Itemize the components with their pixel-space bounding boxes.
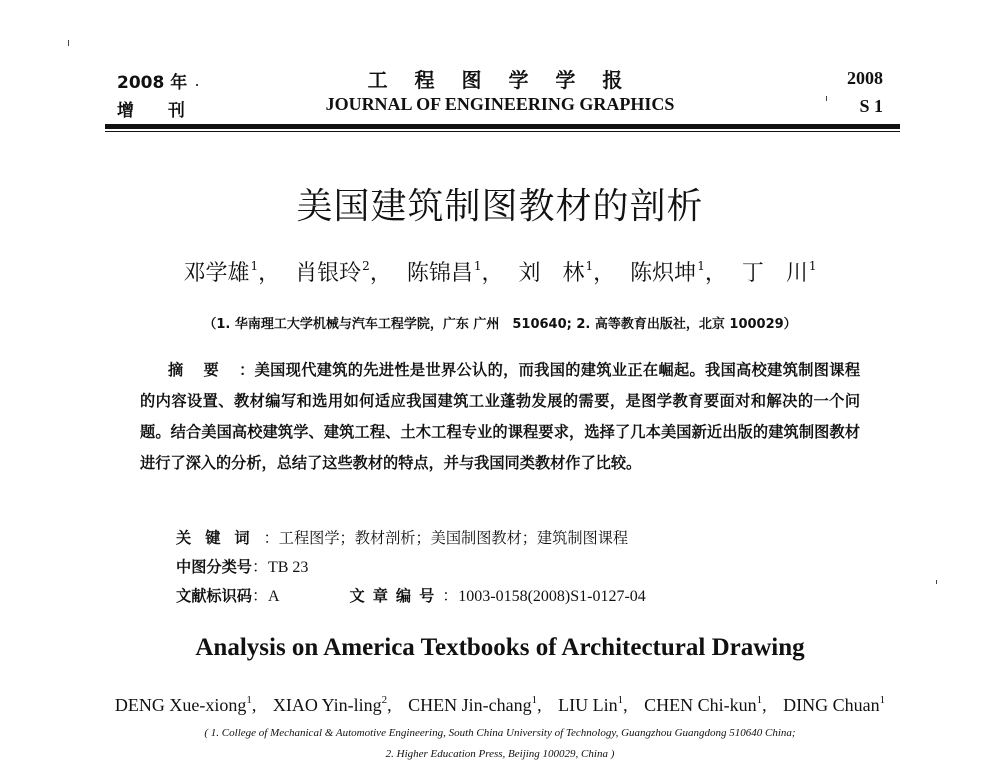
article-no-label: 文章编号 bbox=[349, 587, 443, 605]
author-cn-affil-mark: 1 bbox=[473, 259, 482, 273]
metadata-block bbox=[176, 524, 856, 611]
header-journal-cn: 工 程 图 学 学 报 bbox=[367, 68, 633, 92]
header-journal-en: JOURNAL OF ENGINEERING GRAPHICS bbox=[325, 94, 675, 114]
author-cn: 邓学雄$^1$， bbox=[183, 259, 281, 286]
doc-code-label: 文献标识码 bbox=[176, 587, 252, 605]
author-cn-name: 陈锦昌 bbox=[406, 261, 473, 286]
author-list-en bbox=[0, 694, 1000, 716]
author-en-name: CHEN Jin-chang bbox=[408, 695, 532, 715]
author-en-name: LIU Lin bbox=[558, 695, 618, 715]
scan-speck bbox=[936, 580, 937, 584]
author-cn-name: 丁 川 bbox=[741, 261, 808, 286]
scan-speck bbox=[826, 96, 827, 101]
author-cn-name: 邓学雄 bbox=[183, 261, 250, 286]
abstract-label: 摘要 bbox=[168, 361, 240, 379]
clc-label: 中图分类号 bbox=[176, 558, 252, 576]
author-en-name: CHEN Chi-kun bbox=[644, 695, 757, 715]
author-cn: 肖银玲$^2$， bbox=[295, 259, 392, 286]
author-cn: 刘 林$^1$， bbox=[518, 259, 616, 286]
abstract-cn bbox=[140, 355, 860, 479]
abstract-text: ：美国现代建筑的先进性是世界公认的，而我国的建筑业正在崛起。我国高校建筑制图课程的内容设置、教材编写和选用如何适应我国建筑工业蓬勃发展的需要，是图学教育要面对和解决的一个问题。结合美国高校建筑学、建筑工程、土木工程专业的课程要求，选择了几本美国新近出版的建筑制图教材进行了深入的分析，总结了这些教材的特点，并与我国同类教材作了比较。 bbox=[140, 361, 861, 472]
author-cn-affil-mark: 1 bbox=[697, 259, 705, 273]
header-issue-cn: 增 刊 bbox=[117, 101, 199, 121]
article-no-value: ：1003-0158(2008)S1-0127-04 bbox=[442, 588, 646, 605]
author-cn bbox=[742, 261, 817, 286]
author-en-affil-mark: 1 bbox=[531, 694, 538, 706]
author-cn: 陈锦昌$^1$， bbox=[406, 259, 504, 286]
scan-speck bbox=[68, 40, 69, 46]
author-en-name: DENG Xue-xiong bbox=[114, 695, 247, 715]
doc-code-row bbox=[176, 582, 856, 611]
affiliation-en-line2: 2. Higher Education Press, Beijing 100029, China ) bbox=[385, 748, 615, 760]
author-en: LIU Lin$^1$, bbox=[558, 694, 628, 715]
author-cn-name: 肖银玲 bbox=[295, 261, 362, 286]
author-cn-affil-mark: 1 bbox=[808, 259, 817, 273]
header-year-cn: 2008 年 bbox=[117, 73, 188, 93]
header-issue: S 1 bbox=[859, 96, 883, 116]
keywords-row bbox=[176, 524, 856, 553]
author-en-affil-mark: 1 bbox=[617, 694, 624, 706]
author-cn: 陈炽坤$^1$， bbox=[630, 259, 727, 286]
header-year: 2008 bbox=[847, 68, 883, 88]
author-en-name: DING Chuan bbox=[783, 695, 880, 715]
header-rule-thin bbox=[105, 131, 900, 132]
author-en-affil-mark: 1 bbox=[246, 694, 252, 706]
header-rule-thick bbox=[105, 124, 900, 129]
author-cn-affil-mark: 1 bbox=[250, 259, 259, 273]
author-cn-affil-mark: 1 bbox=[585, 259, 594, 273]
paper-title-en: Analysis on America Textbooks of Architectural Drawing bbox=[195, 634, 805, 661]
author-en: CHEN Jin-chang$^1$, bbox=[408, 694, 542, 715]
scan-speck bbox=[196, 84, 198, 86]
clc-value: ：TB 23 bbox=[251, 559, 309, 576]
affiliation-en-line1: ( 1. College of Mechanical & Automotive Engineering, South China University of Technology, Guangzhou Guangdong 510640 China; bbox=[204, 727, 796, 739]
journal-header bbox=[105, 62, 895, 126]
author-cn-affil-mark: 2 bbox=[362, 259, 370, 273]
author-list-cn bbox=[0, 256, 1000, 287]
author-en-affil-mark: 1 bbox=[756, 694, 763, 706]
doc-code-value: ：A bbox=[251, 588, 280, 605]
author-cn-name: 刘 林 bbox=[518, 261, 585, 286]
author-en-affil-mark: 1 bbox=[879, 694, 886, 706]
keywords-label: 关键词 bbox=[176, 529, 264, 547]
keywords-value: ：工程图学；教材剖析；美国制图教材；建筑制图课程 bbox=[263, 529, 629, 547]
affiliation-cn: （1. 华南理工大学机械与汽车工程学院，广东 广州 510640; 2. 高等教育出版社，北京 100029） bbox=[203, 317, 797, 332]
author-en-name: XIAO Yin-ling bbox=[272, 695, 382, 715]
clc-row bbox=[176, 553, 856, 582]
author-cn-name: 陈炽坤 bbox=[630, 261, 697, 286]
author-en-affil-mark: 2 bbox=[381, 694, 388, 706]
author-en: CHEN Chi-kun$^1$, bbox=[644, 694, 767, 715]
author-en bbox=[783, 695, 885, 715]
author-en: DENG Xue-xiong$^1$, bbox=[114, 694, 257, 715]
author-en: XIAO Yin-ling$^2$, bbox=[272, 694, 392, 715]
paper-title-cn: 美国建筑制图教材的剖析 bbox=[296, 186, 704, 227]
